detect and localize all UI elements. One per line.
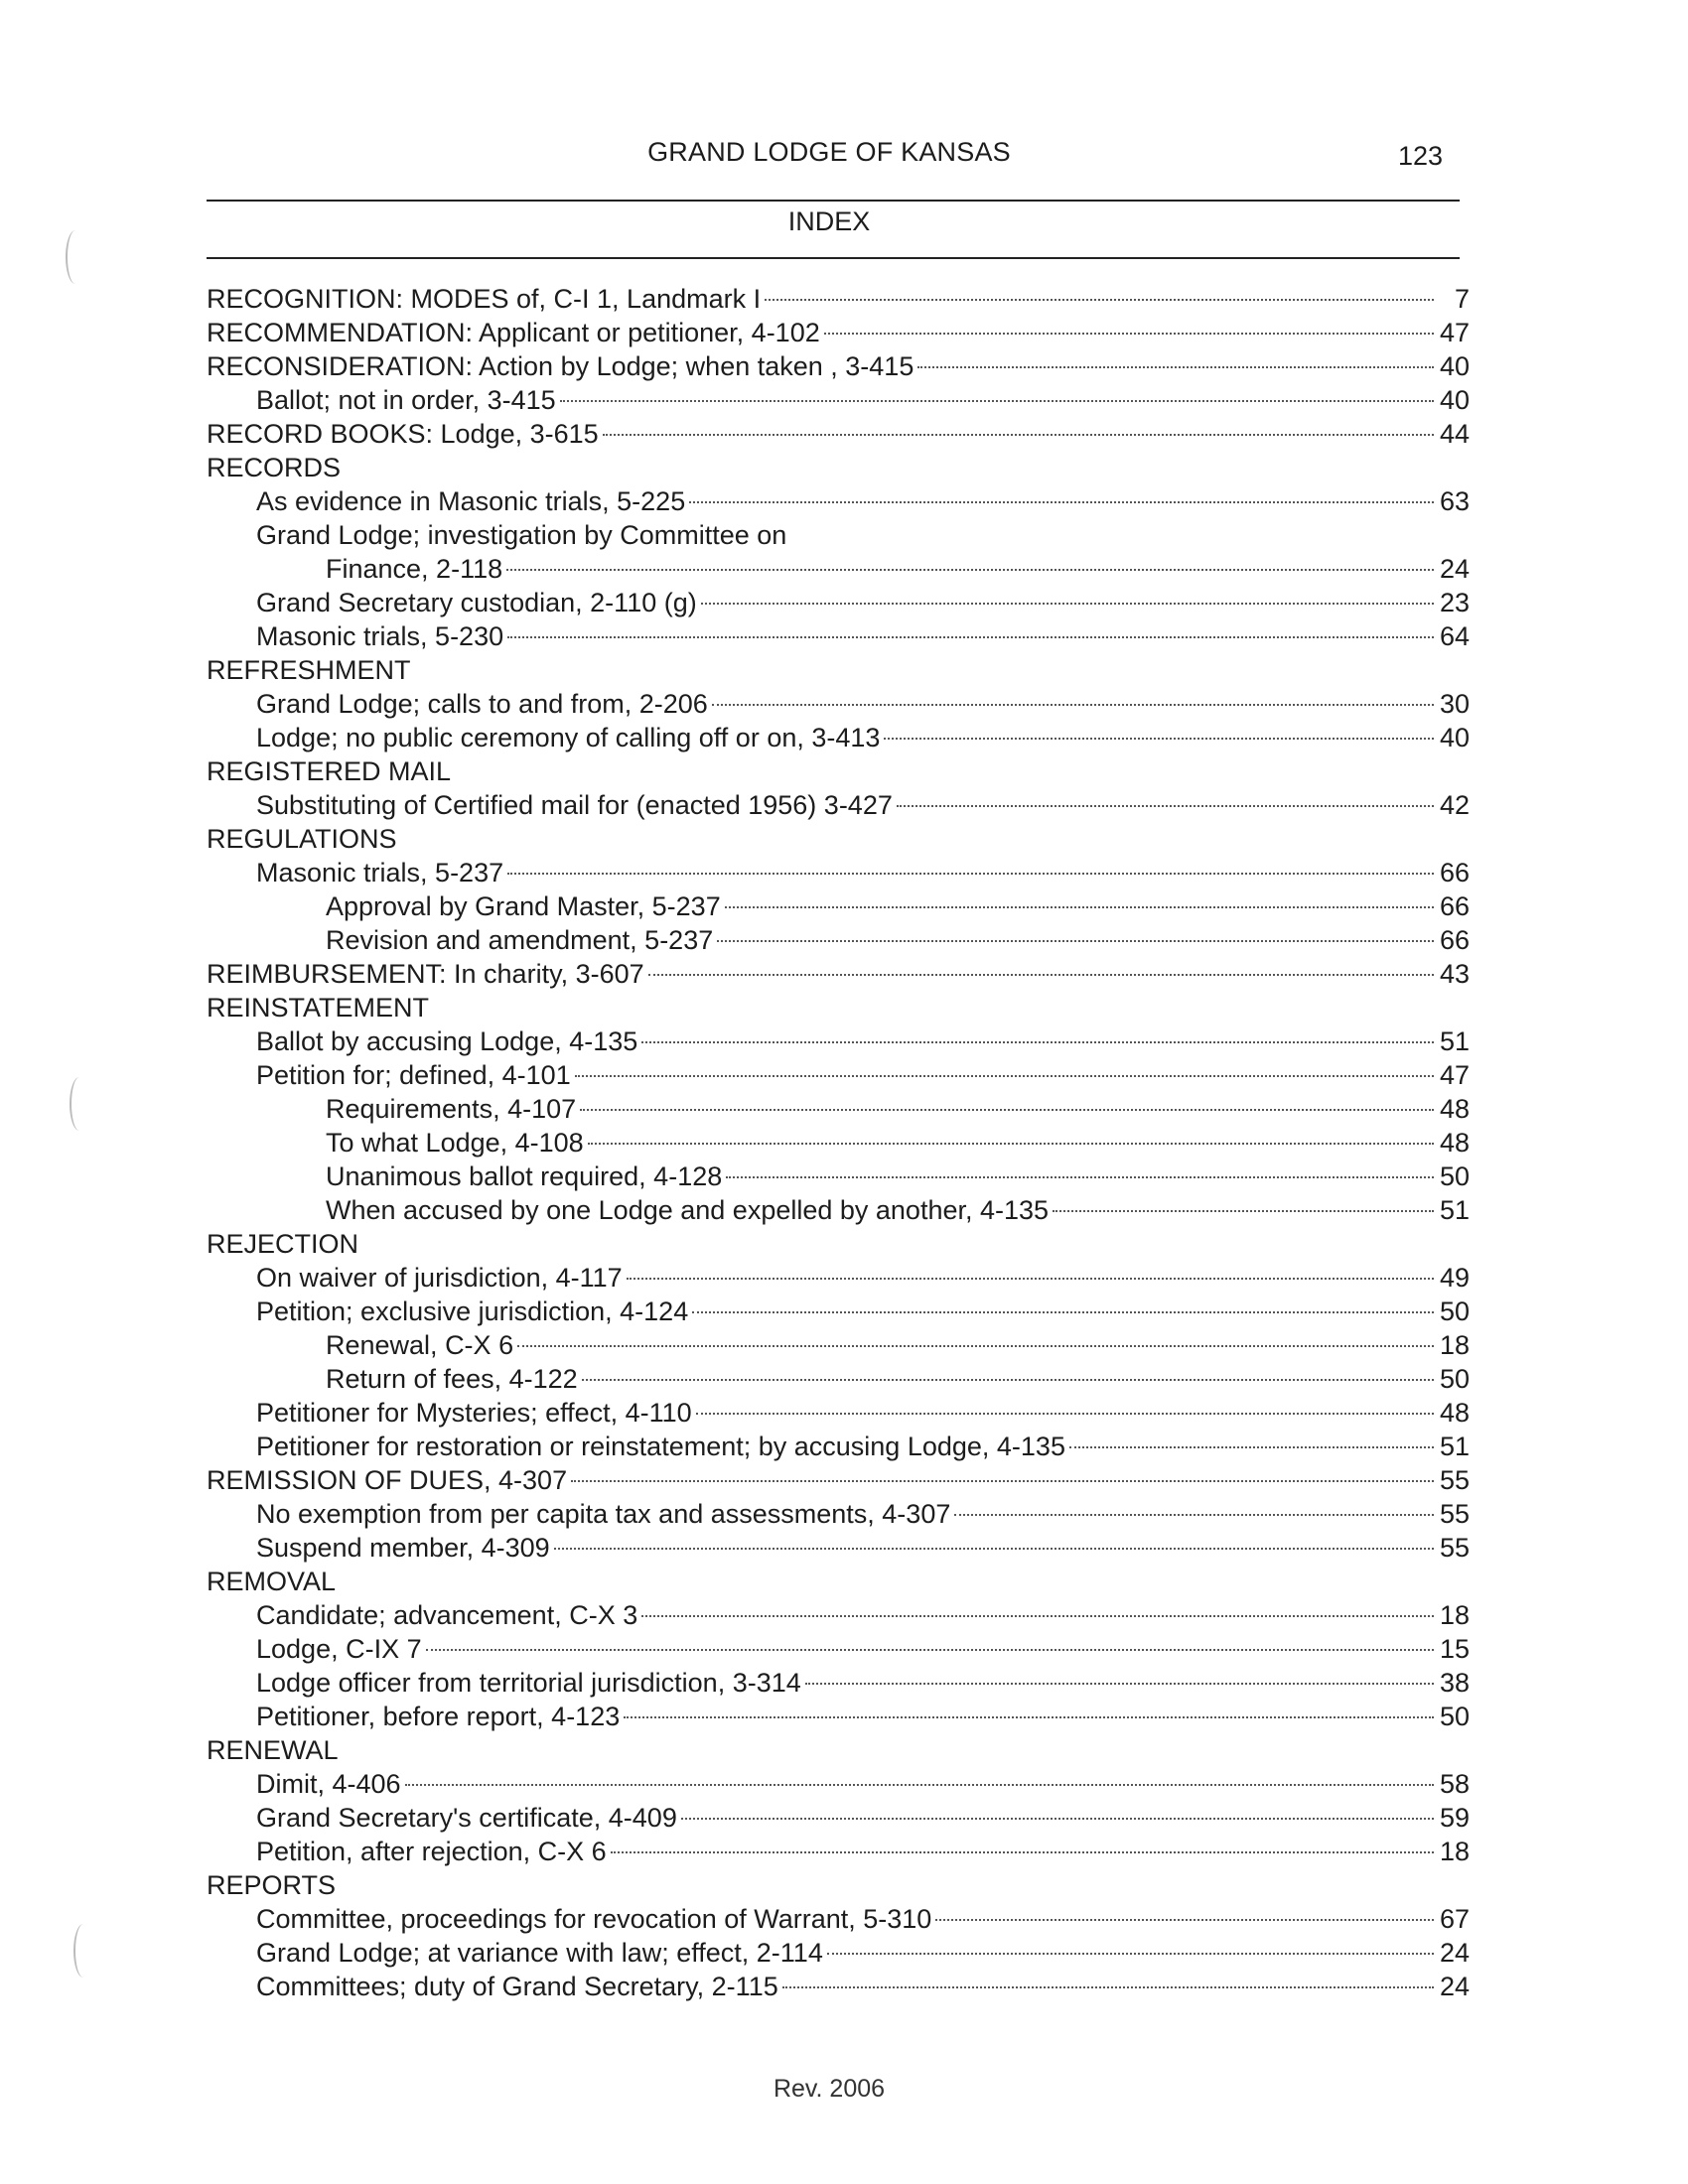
index-entry-page: 66 [1439, 858, 1470, 887]
index-entry-label: REMOVAL [207, 1567, 337, 1596]
index-entry [207, 687, 1470, 721]
index-entry-label: Ballot; not in order, 3-415 [256, 385, 556, 415]
index-entry [207, 586, 1470, 619]
index-entry-label: Finance, 2-118 [326, 554, 503, 584]
dot-leader [954, 1514, 1434, 1516]
index-entry [207, 1531, 1470, 1565]
page-number: 123 [1398, 141, 1444, 171]
dot-leader [1069, 1446, 1434, 1448]
index-entry [207, 957, 1470, 991]
index-entry-page: 50 [1439, 1702, 1470, 1731]
index-entry-label: Petitioner for restoration or reinstatement; by accusing Lodge, 4-135 [256, 1432, 1065, 1461]
index-entry-label: RECOGNITION: MODES of, C-I 1, Landmark I [207, 284, 762, 314]
index-entry [207, 754, 1470, 788]
index-entry [207, 1463, 1470, 1497]
index-entry-page: 24 [1439, 1972, 1470, 2001]
index-entry [207, 1193, 1470, 1227]
index-entry-page: 49 [1439, 1263, 1470, 1293]
index-entry-label: Grand Lodge; investigation by Committee on [256, 520, 787, 550]
index-entry-label: Dimit, 4-406 [256, 1769, 401, 1799]
dot-leader [507, 636, 1434, 638]
dot-leader [696, 1413, 1434, 1415]
dot-leader [884, 738, 1434, 740]
dot-leader [824, 333, 1434, 335]
index-entry-page: 24 [1439, 554, 1470, 584]
index-entry-page: 67 [1439, 1904, 1470, 1934]
index-entry-page: 51 [1439, 1432, 1470, 1461]
index-entry [207, 1733, 1470, 1767]
index-entry [207, 653, 1470, 687]
index-entry-page: 48 [1439, 1398, 1470, 1428]
index-entry [207, 889, 1470, 923]
index-entry-page: 40 [1439, 351, 1470, 381]
index-entry [207, 1024, 1470, 1058]
index-entry-label: Ballot by accusing Lodge, 4-135 [256, 1026, 638, 1056]
index-entry-label: Lodge, C-IX 7 [256, 1634, 422, 1664]
index-entry [207, 1396, 1470, 1430]
index-entry-page: 50 [1439, 1161, 1470, 1191]
dot-leader [782, 1986, 1434, 1988]
index-entry-label: REJECTION [207, 1229, 359, 1259]
index-entry-page: 51 [1439, 1026, 1470, 1056]
dot-leader [624, 1716, 1434, 1718]
index-entry-page: 55 [1439, 1533, 1470, 1563]
index-entry-page: 64 [1439, 621, 1470, 651]
index-entry-page: 43 [1439, 959, 1470, 989]
dot-leader [725, 906, 1434, 908]
index-entry-label: REGISTERED MAIL [207, 756, 452, 786]
index-rule [207, 257, 1460, 259]
index-entry-label: Revision and amendment, 5-237 [326, 925, 714, 955]
index-entry-page: 18 [1439, 1330, 1470, 1360]
dot-leader [692, 1311, 1434, 1313]
index-entry [207, 1632, 1470, 1666]
index-entry-label: Grand Lodge; at variance with law; effect, 2-114 [256, 1938, 823, 1968]
binder-hole-mark [66, 230, 85, 284]
index-entry-label: REFRESHMENT [207, 655, 411, 685]
index-entry [207, 1126, 1470, 1160]
index-entry-label: Petitioner for Mysteries; effect, 4-110 [256, 1398, 692, 1428]
index-entry [207, 1058, 1470, 1092]
index-entry-label: No exemption from per capita tax and assessments, 4-307 [256, 1499, 951, 1529]
index-entry [207, 856, 1470, 889]
index-entry [207, 1970, 1470, 2003]
index-entry-label: Lodge officer from territorial jurisdiction, 3-314 [256, 1668, 801, 1698]
index-entry-label: REPORTS [207, 1870, 337, 1900]
index-entry-label: Unanimous ballot required, 4-128 [326, 1161, 723, 1191]
dot-leader [603, 434, 1434, 436]
index-entry-label: As evidence in Masonic trials, 5-225 [256, 486, 686, 516]
dot-leader [681, 1818, 1434, 1820]
index-entry-label: Renewal, C-X 6 [326, 1330, 514, 1360]
index-entry-page: 47 [1439, 1060, 1470, 1090]
dot-leader [712, 704, 1434, 706]
index-entry-label: RECORDS [207, 453, 342, 482]
dot-leader [517, 1345, 1434, 1347]
index-entry-label: Masonic trials, 5-237 [256, 858, 504, 887]
index-entry-label: Petition, after rejection, C-X 6 [256, 1837, 607, 1866]
index-entry [207, 518, 1470, 552]
dot-leader [641, 1041, 1434, 1043]
index-entry [207, 1430, 1470, 1463]
dot-leader [627, 1278, 1434, 1280]
index-entry [207, 1902, 1470, 1936]
index-entry-label: Petitioner, before report, 4-123 [256, 1702, 621, 1731]
index-entry-page: 44 [1439, 419, 1470, 449]
dot-leader [827, 1953, 1434, 1955]
index-entry [207, 383, 1470, 417]
index-entry-page: 38 [1439, 1668, 1470, 1698]
index-entry-page: 63 [1439, 486, 1470, 516]
dot-leader [571, 1480, 1434, 1482]
index-entry-label: On waiver of jurisdiction, 4-117 [256, 1263, 623, 1293]
index-entry-page: 59 [1439, 1803, 1470, 1833]
index-entry-page: 18 [1439, 1600, 1470, 1630]
index-entry-label: Masonic trials, 5-230 [256, 621, 504, 651]
dot-leader [765, 299, 1434, 301]
dot-leader [580, 1109, 1434, 1111]
index-entry [207, 552, 1470, 586]
index-entry [207, 1328, 1470, 1362]
dot-leader [426, 1649, 1434, 1651]
index-entry-label: Petition for; defined, 4-101 [256, 1060, 571, 1090]
index-entry-label: Substituting of Certified mail for (enacted 1956) 3-427 [256, 790, 893, 820]
index-entry [207, 282, 1470, 316]
index-entry-page: 50 [1439, 1297, 1470, 1326]
page-header-title: GRAND LODGE OF KANSAS [647, 137, 1011, 167]
dot-leader [897, 805, 1434, 807]
index-entry-label: REINSTATEMENT [207, 993, 430, 1023]
index-entry [207, 484, 1470, 518]
dot-leader [560, 400, 1434, 402]
index-entry-page: 51 [1439, 1195, 1470, 1225]
dot-leader [917, 366, 1434, 368]
index-entry [207, 1666, 1470, 1700]
index-entry-label: Committee, proceedings for revocation of Warrant, 5-310 [256, 1904, 932, 1934]
index-entry [207, 1497, 1470, 1531]
index-entry-label: Candidate; advancement, C-X 3 [256, 1600, 638, 1630]
dot-leader [582, 1379, 1434, 1381]
index-entry [207, 1868, 1470, 1902]
index-entry [207, 1700, 1470, 1733]
index-entry-label: Suspend member, 4-309 [256, 1533, 550, 1563]
index-entry-page: 40 [1439, 385, 1470, 415]
header-rule [207, 200, 1460, 202]
index-entry-page: 23 [1439, 588, 1470, 617]
index-entry-label: REMISSION OF DUES, 4-307 [207, 1465, 568, 1495]
index-entry-label: Committees; duty of Grand Secretary, 2-115 [256, 1972, 778, 2001]
dot-leader [717, 940, 1434, 942]
index-entry [207, 1835, 1470, 1868]
index-entry [207, 1598, 1470, 1632]
index-entry-label: Lodge; no public ceremony of calling off or on, 3-413 [256, 723, 881, 752]
index-entry [207, 619, 1470, 653]
revision-footer: Rev. 2006 [773, 2075, 886, 2103]
index-entry [207, 1261, 1470, 1295]
index-entry-page: 48 [1439, 1128, 1470, 1158]
index-entry-label: To what Lodge, 4-108 [326, 1128, 584, 1158]
dot-leader [575, 1075, 1434, 1077]
dot-leader [554, 1548, 1434, 1550]
dot-leader [507, 873, 1434, 875]
index-entry-page: 40 [1439, 723, 1470, 752]
index-heading: INDEX [787, 206, 871, 236]
dot-leader [611, 1851, 1434, 1853]
index-entry-label: Requirements, 4-107 [326, 1094, 577, 1124]
index-entry-label: RECORD BOOKS: Lodge, 3-615 [207, 419, 599, 449]
dot-leader [701, 603, 1434, 605]
index-entry-label: Grand Secretary's certificate, 4-409 [256, 1803, 677, 1833]
binder-hole-mark [70, 1077, 89, 1131]
index-entry [207, 1767, 1470, 1801]
index-entry [207, 451, 1470, 484]
index-entry-label: Return of fees, 4-122 [326, 1364, 578, 1394]
index-entry-label: REGULATIONS [207, 824, 397, 854]
index-entry [207, 1565, 1470, 1598]
index-entry [207, 721, 1470, 754]
index-entry-page: 47 [1439, 318, 1470, 347]
index-entry-label: Grand Secretary custodian, 2-110 (g) [256, 588, 697, 617]
dot-leader [689, 501, 1434, 503]
index-entry-page: 18 [1439, 1837, 1470, 1866]
index-entry-page: 48 [1439, 1094, 1470, 1124]
index-entry-page: 50 [1439, 1364, 1470, 1394]
index-entry [207, 991, 1470, 1024]
index-entry [207, 1295, 1470, 1328]
index-entry [207, 316, 1470, 349]
index-entry-page: 55 [1439, 1465, 1470, 1495]
index-entry [207, 349, 1470, 383]
index-entry-page: 15 [1439, 1634, 1470, 1664]
dot-leader [506, 569, 1434, 571]
index-entry-label: RENEWAL [207, 1735, 339, 1765]
dot-leader [405, 1784, 1434, 1786]
index-entry-page: 55 [1439, 1499, 1470, 1529]
index-entry-page: 66 [1439, 891, 1470, 921]
dot-leader [648, 974, 1434, 976]
index-entry-page: 7 [1454, 284, 1470, 314]
index-entry [207, 1936, 1470, 1970]
index-entry-label: Petition; exclusive jurisdiction, 4-124 [256, 1297, 689, 1326]
index-entry [207, 1227, 1470, 1261]
index-entry [207, 822, 1470, 856]
dot-leader [805, 1683, 1434, 1685]
dot-leader [588, 1143, 1434, 1145]
index-entries-list [207, 282, 1470, 2003]
index-entry-label: Approval by Grand Master, 5-237 [326, 891, 721, 921]
index-entry-label: RECOMMENDATION: Applicant or petitioner, 4-102 [207, 318, 820, 347]
dot-leader [1053, 1210, 1434, 1212]
index-entry [207, 788, 1470, 822]
index-entry-label: REIMBURSEMENT: In charity, 3-607 [207, 959, 644, 989]
index-entry-label: Grand Lodge; calls to and from, 2-206 [256, 689, 708, 719]
index-entry [207, 1092, 1470, 1126]
index-entry-label: RECONSIDERATION: Action by Lodge; when taken , 3-415 [207, 351, 914, 381]
index-entry-page: 24 [1439, 1938, 1470, 1968]
dot-leader [641, 1615, 1434, 1617]
index-entry [207, 1160, 1470, 1193]
index-entry-page: 66 [1439, 925, 1470, 955]
index-entry [207, 1362, 1470, 1396]
index-entry-page: 30 [1439, 689, 1470, 719]
index-entry [207, 1801, 1470, 1835]
index-entry-page: 42 [1439, 790, 1470, 820]
index-entry [207, 923, 1470, 957]
index-entry-label: When accused by one Lodge and expelled by another, 4-135 [326, 1195, 1050, 1225]
index-entry [207, 417, 1470, 451]
index-entry-page: 58 [1439, 1769, 1470, 1799]
dot-leader [935, 1919, 1434, 1921]
dot-leader [726, 1176, 1434, 1178]
binder-hole-mark [73, 1924, 93, 1978]
